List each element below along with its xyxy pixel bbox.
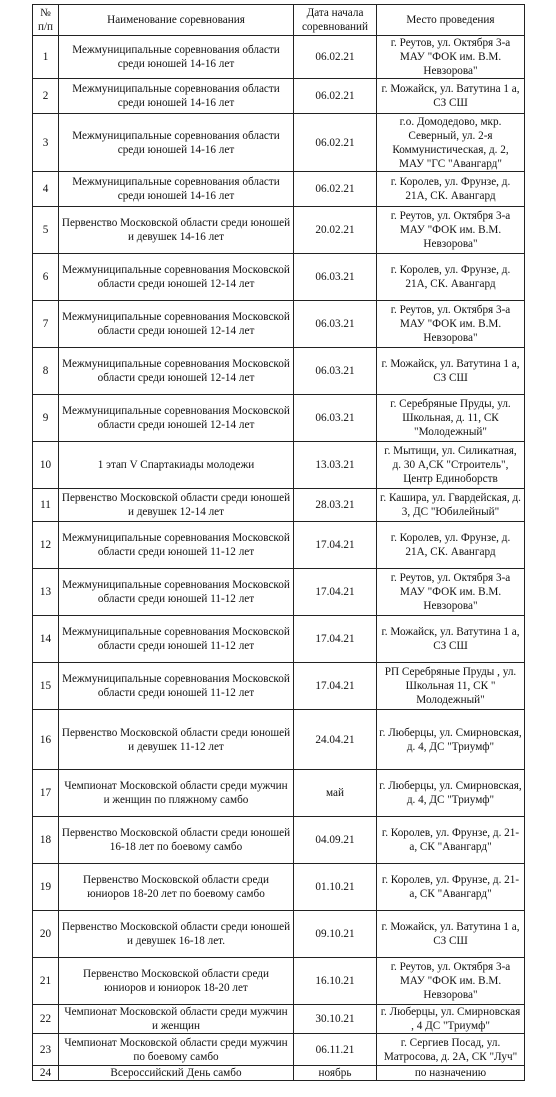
- table-row: [33, 442, 525, 489]
- table-row: [33, 36, 525, 79]
- competition-name: Первенство Московской области среди юношей и девушек 12-14 лет: [59, 489, 294, 522]
- venue: г. Королев, ул. Фрунзе, д. 21А, СК. Авангард: [377, 254, 525, 301]
- table-row: [33, 1005, 525, 1034]
- table-row: [33, 911, 525, 958]
- table-row: [33, 207, 525, 254]
- venue: г. Реутов, ул. Октября 3-а МАУ "ФОК им. В.М. Невзорова": [377, 958, 525, 1005]
- competition-name: Первенство Московской области среди юношей и девушек 11-12 лет: [59, 710, 294, 770]
- competition-name: 1 этап V Спартакиады молодежи: [59, 442, 294, 489]
- venue: г. Королев, ул. Фрунзе, д. 21-а, СК "Авангард": [377, 817, 525, 864]
- venue: г. Королев, ул. Фрунзе, д. 21-а, СК "Авангард": [377, 864, 525, 911]
- start-date: 24.04.21: [294, 710, 377, 770]
- start-date: 06.03.21: [294, 395, 377, 442]
- venue: г. Сергиев Посад, ул. Матросова, д. 2А, СК "Луч": [377, 1034, 525, 1066]
- venue: г. Можайск, ул. Ватутина 1 а, СЗ СШ: [377, 79, 525, 114]
- row-number: 13: [33, 569, 59, 616]
- table-row: [33, 254, 525, 301]
- venue: г. Реутов, ул. Октября 3-а МАУ "ФОК им. В.М. Невзорова": [377, 569, 525, 616]
- row-number: 9: [33, 395, 59, 442]
- header-place: Место проведения: [377, 5, 525, 36]
- table-row: [33, 301, 525, 348]
- competition-name: Первенство Московской области среди юниоров 18-20 лет по боевому самбо: [59, 864, 294, 911]
- start-date: 17.04.21: [294, 569, 377, 616]
- start-date: 01.10.21: [294, 864, 377, 911]
- table-row: [33, 522, 525, 569]
- competition-name: Межмуниципальные соревнования Московской области среди юношей 12-14 лет: [59, 348, 294, 395]
- venue: г. Королев, ул. Фрунзе, д. 21А, СК. Авангард: [377, 522, 525, 569]
- competition-name: Чемпионат Московской области среди мужчин и женщин по пляжному самбо: [59, 770, 294, 817]
- header-date: Дата начала соревнований: [294, 5, 377, 36]
- start-date: май: [294, 770, 377, 817]
- start-date: 06.03.21: [294, 348, 377, 395]
- row-number: 10: [33, 442, 59, 489]
- row-number: 1: [33, 36, 59, 79]
- table-row: [33, 79, 525, 114]
- competition-name: Чемпионат Московской области среди мужчин по боевому самбо: [59, 1034, 294, 1066]
- row-number: 6: [33, 254, 59, 301]
- venue: г. Можайск, ул. Ватутина 1 а, СЗ СШ: [377, 348, 525, 395]
- start-date: 20.02.21: [294, 207, 377, 254]
- venue: г. Реутов, ул. Октября 3-а МАУ "ФОК им. В.М. Невзорова": [377, 207, 525, 254]
- competitions-table: [32, 4, 525, 1081]
- start-date: 06.02.21: [294, 172, 377, 207]
- row-number: 16: [33, 710, 59, 770]
- competition-name: Межмуниципальные соревнования области среди юношей 14-16 лет: [59, 172, 294, 207]
- row-number: 24: [33, 1066, 59, 1081]
- header-row: [33, 5, 525, 36]
- start-date: 06.02.21: [294, 114, 377, 172]
- start-date: 06.02.21: [294, 36, 377, 79]
- venue: г. Реутов, ул. Октября 3-а МАУ "ФОК им. В.М. Невзорова": [377, 301, 525, 348]
- start-date: 28.03.21: [294, 489, 377, 522]
- table-row: [33, 770, 525, 817]
- start-date: 17.04.21: [294, 663, 377, 710]
- competition-name: Первенство Московской области среди юношей и девушек 14-16 лет: [59, 207, 294, 254]
- competition-name: Межмуниципальные соревнования области среди юношей 14-16 лет: [59, 36, 294, 79]
- competition-name: Межмуниципальные соревнования Московской области среди юношей 11-12 лет: [59, 663, 294, 710]
- competition-name: Первенство Московской области среди юношей 16-18 лет по боевому самбо: [59, 817, 294, 864]
- row-number: 7: [33, 301, 59, 348]
- start-date: 17.04.21: [294, 522, 377, 569]
- competition-name: Межмуниципальные соревнования области среди юношей 14-16 лет: [59, 79, 294, 114]
- header-number: № п/п: [33, 5, 59, 36]
- table-row: [33, 348, 525, 395]
- competition-name: Межмуниципальные соревнования Московской области среди юношей 12-14 лет: [59, 395, 294, 442]
- row-number: 19: [33, 864, 59, 911]
- competition-name: Первенство Московской области среди юношей и девушек 16-18 лет.: [59, 911, 294, 958]
- start-date: 06.02.21: [294, 79, 377, 114]
- table-row: [33, 710, 525, 770]
- row-number: 15: [33, 663, 59, 710]
- row-number: 11: [33, 489, 59, 522]
- start-date: ноябрь: [294, 1066, 377, 1081]
- start-date: 06.11.21: [294, 1034, 377, 1066]
- venue: г. Люберцы, ул. Смирновская, д. 4, ДС "Триумф": [377, 770, 525, 817]
- competition-name: Первенство Московской области среди юниоров и юниорок 18-20 лет: [59, 958, 294, 1005]
- table-row: [33, 663, 525, 710]
- table-row: [33, 489, 525, 522]
- competition-name: Всероссийский День самбо: [59, 1066, 294, 1081]
- competition-name: Межмуниципальные соревнования области среди юношей 14-16 лет: [59, 114, 294, 172]
- start-date: 16.10.21: [294, 958, 377, 1005]
- start-date: 30.10.21: [294, 1005, 377, 1034]
- row-number: 23: [33, 1034, 59, 1066]
- row-number: 17: [33, 770, 59, 817]
- venue: РП Серебряные Пруды , ул. Школьная 11, СК " Молодежный": [377, 663, 525, 710]
- table-row: [33, 1066, 525, 1081]
- venue: г. Серебряные Пруды, ул. Школьная, д. 11, СК "Молодежный": [377, 395, 525, 442]
- venue: г. Можайск, ул. Ватутина 1 а, СЗ СШ: [377, 911, 525, 958]
- start-date: 17.04.21: [294, 616, 377, 663]
- venue: г. Люберцы, ул. Смирновская, д. 4, ДС "Триумф": [377, 710, 525, 770]
- venue: г. Реутов, ул. Октября 3-а МАУ "ФОК им. В.М. Невзорова": [377, 36, 525, 79]
- start-date: 09.10.21: [294, 911, 377, 958]
- venue: по назначению: [377, 1066, 525, 1081]
- start-date: 13.03.21: [294, 442, 377, 489]
- table-row: [33, 817, 525, 864]
- competition-name: Межмуниципальные соревнования Московской области среди юношей 11-12 лет: [59, 569, 294, 616]
- venue: г. Королев, ул. Фрунзе, д. 21А, СК. Авангард: [377, 172, 525, 207]
- row-number: 22: [33, 1005, 59, 1034]
- row-number: 4: [33, 172, 59, 207]
- table-row: [33, 958, 525, 1005]
- venue: г.о. Домодедово, мкр. Северный, ул. 2-я Коммунистическая, д. 2, МАУ "ГС "Авангард": [377, 114, 525, 172]
- competition-name: Межмуниципальные соревнования Московской области среди юношей 12-14 лет: [59, 254, 294, 301]
- row-number: 14: [33, 616, 59, 663]
- table-row: [33, 616, 525, 663]
- row-number: 8: [33, 348, 59, 395]
- start-date: 06.03.21: [294, 301, 377, 348]
- table-row: [33, 864, 525, 911]
- competition-name: Межмуниципальные соревнования Московской области среди юношей 11-12 лет: [59, 616, 294, 663]
- table-row: [33, 172, 525, 207]
- row-number: 20: [33, 911, 59, 958]
- row-number: 21: [33, 958, 59, 1005]
- row-number: 12: [33, 522, 59, 569]
- table-row: [33, 569, 525, 616]
- venue: г. Люберцы, ул. Смирновская , 4 ДС "Триумф": [377, 1005, 525, 1034]
- venue: г. Мытищи, ул. Силикатная, д. 30 А,СК "Строитель", Центр Единоборств: [377, 442, 525, 489]
- competition-name: Межмуниципальные соревнования Московской области среди юношей 12-14 лет: [59, 301, 294, 348]
- row-number: 18: [33, 817, 59, 864]
- row-number: 2: [33, 79, 59, 114]
- row-number: 3: [33, 114, 59, 172]
- table-row: [33, 1034, 525, 1066]
- row-number: 5: [33, 207, 59, 254]
- venue: г. Можайск, ул. Ватутина 1 а, СЗ СШ: [377, 616, 525, 663]
- header-name: Наименование соревнования: [59, 5, 294, 36]
- venue: г. Кашира, ул. Гвардейская, д. 3, ДС "Юбилейный": [377, 489, 525, 522]
- start-date: 04.09.21: [294, 817, 377, 864]
- start-date: 06.03.21: [294, 254, 377, 301]
- competition-name: Чемпионат Московской области среди мужчин и женщин: [59, 1005, 294, 1034]
- competition-name: Межмуниципальные соревнования Московской области среди юношей 11-12 лет: [59, 522, 294, 569]
- table-row: [33, 395, 525, 442]
- table-row: [33, 114, 525, 172]
